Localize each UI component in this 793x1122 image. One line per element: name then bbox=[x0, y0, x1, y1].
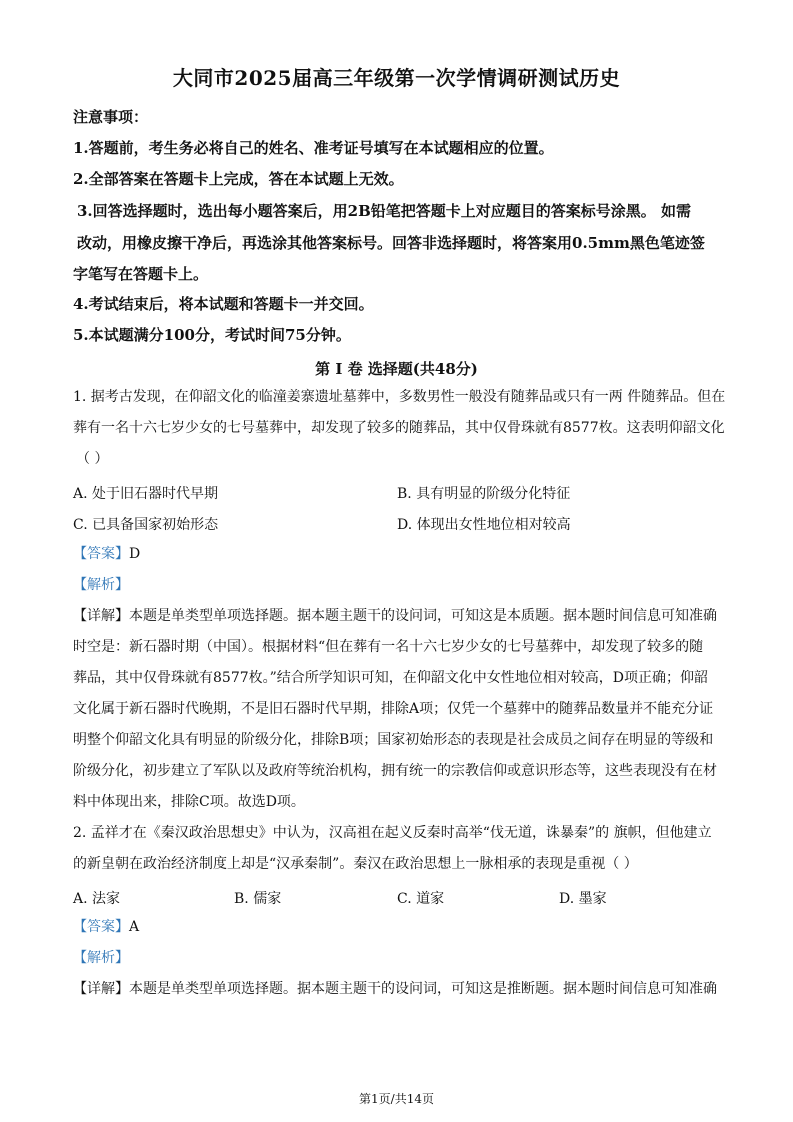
notice-item-3-line-1: 3.回答选择题时，选出每小题答案后，用2B铅笔把答题卡上对应题目的答案标号涂黑。 如需 bbox=[77, 202, 692, 220]
notice-item-1: 1.答题前，考生务必将自己的姓名、准考证号填写在本试题相应的位置。 bbox=[73, 139, 554, 157]
q1-stem-line-1: 1. 据考古发现，在仰韶文化的临潼姜寨遗址墓葬中，多数男性一般没有随葬品或只有一两 件随葬品。但在 bbox=[73, 389, 726, 405]
page-footer: 第1页/共14页 bbox=[359, 1092, 434, 1106]
q2-stem-line-2: 的新皇朝在政治经济制度上却是“汉承秦制”。秦汉在政治思想上一脉相承的表现是重视（ ） bbox=[73, 856, 638, 872]
q1-stem-line-3: （ ） bbox=[76, 451, 109, 467]
q2-answer bbox=[73, 912, 733, 943]
q2-option-a: A. 法家 bbox=[73, 891, 121, 907]
answer-tag: 【答案】 bbox=[73, 919, 129, 935]
page-title: 大同市2025届高三年级第一次学情调研测试历史 bbox=[172, 66, 621, 90]
answer-value: A bbox=[129, 919, 140, 935]
q1-detail-line-4: 文化属于新石器时代晚期，不是旧石器时代早期，排除A项；仅凭一个墓葬中的随葬品数量并不能充分证 bbox=[73, 701, 714, 717]
notice-heading: 注意事项： bbox=[73, 108, 149, 126]
q1-detail-line-6: 阶级分化，初步建立了军队以及政府等统治机构，拥有统一的宗教信仰或意识形态等，这些表现没有在材 bbox=[73, 763, 717, 779]
q2-detail-line-1: 【详解】本题是单类型单项选择题。据本题主题干的设问词，可知这是推断题。据本题时间信息可知准确 bbox=[73, 981, 717, 997]
q2-option-b: B. 儒家 bbox=[234, 891, 282, 907]
notice-item-4: 4.考试结束后，将本试题和答题卡一并交回。 bbox=[73, 295, 374, 313]
detail-tag: 【详解】 bbox=[73, 608, 129, 624]
q2-stem-line-1: 2. 孟祥才在《秦汉政治思想史》中认为，汉高祖在起义反秦时高举“伐无道，诛暴秦”的 旗帜，但他建立 bbox=[73, 825, 712, 841]
q1-detail-line-3: 葬品，其中仅骨珠就有8577枚。”结合所学知识可知，在仰韶文化中女性地位相对较高，D项正确；仰韶 bbox=[73, 670, 709, 686]
answer-value: D bbox=[129, 546, 141, 562]
q1-detail-line-2: 时空是：新石器时期（中国）。根据材料“但在葬有一名十六七岁少女的七号墓葬中，却发现了较多的随 bbox=[73, 639, 704, 655]
notice-item-3-line-2: 改动，用橡皮擦干净后，再选涂其他答案标号。回答非选择题时，将答案用0.5mm黑色笔迹签 bbox=[77, 234, 705, 252]
q1-option-b: B. 具有明显的阶级分化特征 bbox=[397, 486, 571, 502]
q1-option-d: D. 体现出女性地位相对较高 bbox=[397, 517, 571, 533]
section-heading: 第 I 卷 选择题(共48分) bbox=[315, 360, 478, 378]
q1-option-c: C. 已具备国家初始形态 bbox=[73, 517, 219, 533]
notice-item-2: 2.全部答案在答题卡上完成，答在本试题上无效。 bbox=[73, 170, 404, 188]
q1-detail-line-1: 【详解】本题是单类型单项选择题。据本题主题干的设问词，可知这是本质题。据本题时间信息可知准确 bbox=[73, 608, 717, 624]
q1-option-a: A. 处于旧石器时代早期 bbox=[73, 486, 219, 502]
q1-detail-line-7: 料中体现出来，排除C项。故选D项。 bbox=[73, 794, 305, 810]
q1-answer bbox=[73, 539, 733, 570]
notice-item-3-line-3: 字笔写在答题卡上。 bbox=[73, 265, 209, 283]
q1-detail-line-5: 明整个仰韶文化具有明显的阶级分化，排除B项；国家初始形态的表现是社会成员之间存在明显的等级和 bbox=[73, 732, 714, 748]
q1-analysis-tag: 【解析】 bbox=[73, 577, 129, 593]
detail-tag: 【详解】 bbox=[73, 981, 129, 997]
q2-option-d: D. 墨家 bbox=[559, 891, 607, 907]
answer-tag: 【答案】 bbox=[73, 546, 129, 562]
q1-stem-line-2: 葬有一名十六七岁少女的七号墓葬中，却发现了较多的随葬品，其中仅骨珠就有8577枚。这表明仰韶文化 bbox=[73, 420, 725, 436]
notice-item-5: 5.本试题满分100分，考试时间75分钟。 bbox=[73, 326, 351, 344]
q2-analysis-tag: 【解析】 bbox=[73, 950, 129, 966]
q2-option-c: C. 道家 bbox=[397, 891, 445, 907]
